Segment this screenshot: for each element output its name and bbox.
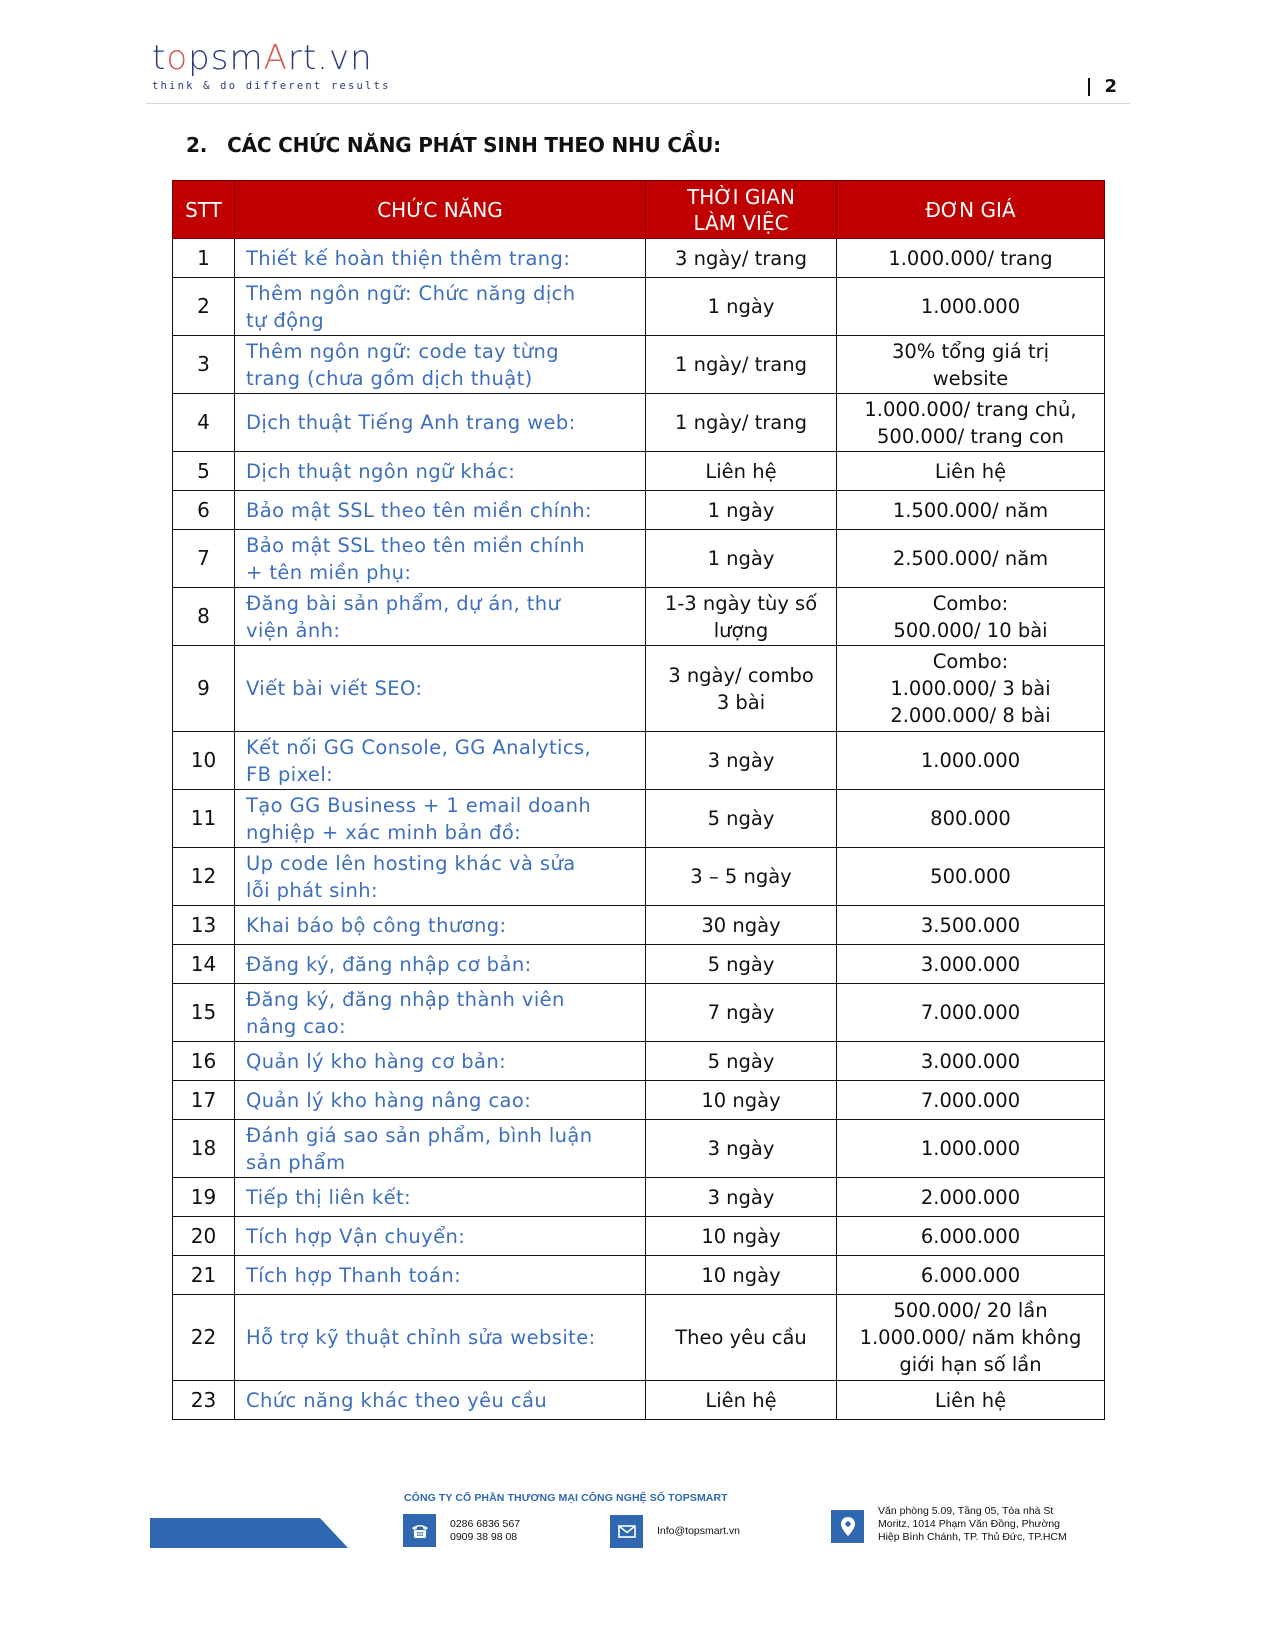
function-cell: Đăng ký, đăng nhập cơ bản: bbox=[235, 945, 646, 984]
logo-tagline: think & do different results bbox=[152, 80, 391, 92]
row-number: 3 bbox=[173, 336, 235, 394]
function-cell-line: lỗi phát sinh: bbox=[246, 878, 378, 902]
function-cell-line: Bảo mật SSL theo tên miền chính bbox=[246, 533, 585, 557]
table-row bbox=[173, 1217, 1105, 1256]
time-cell: 7 ngày bbox=[646, 984, 837, 1042]
price-cell-line: 500.000/ 10 bài bbox=[893, 618, 1048, 642]
function-cell-line: Đăng ký, đăng nhập thành viên bbox=[246, 987, 565, 1011]
price-cell: 2.000.000 bbox=[837, 1178, 1105, 1217]
table-row bbox=[173, 945, 1105, 984]
time-cell: 1 ngày bbox=[646, 278, 837, 336]
column-header-time-line: THỜI GIAN bbox=[687, 184, 795, 209]
row-number: 14 bbox=[173, 945, 235, 984]
time-cell: 30 ngày bbox=[646, 906, 837, 945]
function-cell bbox=[235, 588, 646, 646]
time-cell: Theo yêu cầu bbox=[646, 1295, 837, 1381]
time-cell bbox=[646, 588, 837, 646]
price-cell: Liên hệ bbox=[837, 1381, 1105, 1420]
function-cell-line: nâng cao: bbox=[246, 1014, 347, 1038]
price-cell-line: 500.000/ trang con bbox=[877, 424, 1064, 448]
function-cell: Chức năng khác theo yêu cầu bbox=[235, 1381, 646, 1420]
footer-phone-numbers bbox=[450, 1518, 520, 1544]
footer-address bbox=[831, 1505, 1067, 1544]
address-line: Hiệp Bình Chánh, TP. Thủ Đức, TP.HCM bbox=[878, 1531, 1067, 1543]
map-pin-icon bbox=[831, 1510, 864, 1543]
price-cell-line: Combo: bbox=[932, 650, 1009, 673]
time-cell: 1 ngày/ trang bbox=[646, 394, 837, 452]
company-logo bbox=[152, 38, 391, 92]
price-cell-line: giới hạn số lần bbox=[899, 1353, 1042, 1376]
row-number: 10 bbox=[173, 732, 235, 790]
price-cell: 3.000.000 bbox=[837, 945, 1105, 984]
column-header-function: CHỨC NĂNG bbox=[235, 181, 646, 239]
price-cell: Liên hệ bbox=[837, 452, 1105, 491]
row-number: 9 bbox=[173, 646, 235, 732]
row-number: 12 bbox=[173, 848, 235, 906]
column-header-time-line: LÀM VIỆC bbox=[693, 210, 789, 235]
time-cell: 3 ngày bbox=[646, 1178, 837, 1217]
function-cell bbox=[235, 336, 646, 394]
table-row bbox=[173, 530, 1105, 588]
price-cell: 3.000.000 bbox=[837, 1042, 1105, 1081]
row-number: 8 bbox=[173, 588, 235, 646]
table-row bbox=[173, 790, 1105, 848]
section-heading bbox=[186, 133, 721, 157]
table-row bbox=[173, 1178, 1105, 1217]
function-cell-line: Tạo GG Business + 1 email doanh bbox=[246, 793, 592, 817]
row-number: 20 bbox=[173, 1217, 235, 1256]
address-line: Văn phòng 5.09, Tầng 05, Tòa nhà St bbox=[878, 1505, 1054, 1517]
function-cell-line: Kết nối GG Console, GG Analytics, bbox=[246, 735, 592, 759]
time-cell-line: lượng bbox=[713, 618, 769, 642]
row-number: 17 bbox=[173, 1081, 235, 1120]
price-cell bbox=[837, 336, 1105, 394]
function-cell bbox=[235, 848, 646, 906]
function-cell-line: FB pixel: bbox=[246, 762, 334, 786]
function-cell-line: sản phẩm bbox=[246, 1150, 346, 1174]
row-number: 4 bbox=[173, 394, 235, 452]
address-text bbox=[878, 1505, 1067, 1544]
time-cell: 3 – 5 ngày bbox=[646, 848, 837, 906]
time-cell: 10 ngày bbox=[646, 1081, 837, 1120]
function-cell bbox=[235, 790, 646, 848]
time-cell: 10 ngày bbox=[646, 1217, 837, 1256]
time-cell: 3 ngày/ trang bbox=[646, 239, 837, 278]
time-cell-line: 1-3 ngày tùy số bbox=[664, 591, 818, 615]
price-cell-line: 1.000.000/ năm không bbox=[859, 1326, 1082, 1349]
function-cell-line: Thêm ngôn ngữ: code tay từng bbox=[246, 339, 560, 363]
email-link[interactable]: Info@topsmart.vn bbox=[657, 1525, 741, 1537]
row-number: 18 bbox=[173, 1120, 235, 1178]
function-cell-line: + tên miền phụ: bbox=[246, 560, 412, 584]
time-cell-line: 3 bài bbox=[716, 690, 766, 714]
function-cell-line: nghiệp + xác minh bản đồ: bbox=[246, 820, 522, 844]
function-cell bbox=[235, 278, 646, 336]
function-cell: Viết bài viết SEO: bbox=[235, 646, 646, 732]
price-cell-line: 500.000/ 20 lần bbox=[893, 1299, 1048, 1322]
price-cell bbox=[837, 646, 1105, 732]
logo-part: A bbox=[263, 38, 288, 78]
table-row bbox=[173, 1081, 1105, 1120]
row-number: 21 bbox=[173, 1256, 235, 1295]
table-row bbox=[173, 452, 1105, 491]
table-row bbox=[173, 984, 1105, 1042]
table-row bbox=[173, 646, 1105, 732]
row-number: 23 bbox=[173, 1381, 235, 1420]
price-cell bbox=[837, 394, 1105, 452]
table-row bbox=[173, 848, 1105, 906]
price-cell: 1.000.000 bbox=[837, 732, 1105, 790]
table-row bbox=[173, 394, 1105, 452]
function-cell: Tích hợp Vận chuyển: bbox=[235, 1217, 646, 1256]
time-cell: 1 ngày bbox=[646, 530, 837, 588]
logo-part: t bbox=[152, 38, 167, 78]
price-cell bbox=[837, 1295, 1105, 1381]
table-header-row bbox=[173, 181, 1105, 239]
logo-part: rt.vn bbox=[287, 38, 373, 78]
function-cell: Tích hợp Thanh toán: bbox=[235, 1256, 646, 1295]
footer-company-name: CÔNG TY CỔ PHẦN THƯƠNG MẠI CÔNG NGHỆ SỐ TOPSMART bbox=[404, 1492, 728, 1504]
function-cell: Tiếp thị liên kết: bbox=[235, 1178, 646, 1217]
table-row bbox=[173, 588, 1105, 646]
logo-part: psm bbox=[188, 38, 264, 78]
function-cell: Hỗ trợ kỹ thuật chỉnh sửa website: bbox=[235, 1295, 646, 1381]
time-cell: 1 ngày bbox=[646, 491, 837, 530]
function-cell: Dịch thuật ngôn ngữ khác: bbox=[235, 452, 646, 491]
table-row bbox=[173, 1120, 1105, 1178]
function-cell: Thiết kế hoàn thiện thêm trang: bbox=[235, 239, 646, 278]
price-cell: 500.000 bbox=[837, 848, 1105, 906]
function-cell-line: trang (chưa gồm dịch thuật) bbox=[246, 366, 533, 390]
function-cell-line: viện ảnh: bbox=[246, 618, 341, 642]
function-cell-line: Đánh giá sao sản phẩm, bình luận bbox=[246, 1123, 593, 1147]
price-cell-line: 1.000.000/ trang chủ, bbox=[864, 397, 1077, 421]
page-number bbox=[1088, 76, 1117, 97]
table-row bbox=[173, 491, 1105, 530]
time-cell: 5 ngày bbox=[646, 790, 837, 848]
price-cell: 2.500.000/ năm bbox=[837, 530, 1105, 588]
function-cell bbox=[235, 732, 646, 790]
price-cell bbox=[837, 588, 1105, 646]
time-cell: Liên hệ bbox=[646, 1381, 837, 1420]
price-cell: 3.500.000 bbox=[837, 906, 1105, 945]
row-number: 19 bbox=[173, 1178, 235, 1217]
row-number: 15 bbox=[173, 984, 235, 1042]
table-row bbox=[173, 1381, 1105, 1420]
row-number: 16 bbox=[173, 1042, 235, 1081]
table-row bbox=[173, 1256, 1105, 1295]
row-number: 1 bbox=[173, 239, 235, 278]
footer-phone bbox=[403, 1514, 520, 1547]
column-header-time bbox=[646, 181, 837, 239]
address-line: Moritz, 1014 Phạm Văn Đồng, Phường bbox=[878, 1518, 1061, 1530]
function-cell bbox=[235, 1120, 646, 1178]
time-cell: 5 ngày bbox=[646, 1042, 837, 1081]
table-row bbox=[173, 1042, 1105, 1081]
price-cell: 6.000.000 bbox=[837, 1217, 1105, 1256]
row-number: 13 bbox=[173, 906, 235, 945]
page-number-value: 2 bbox=[1104, 76, 1117, 97]
time-cell: 3 ngày bbox=[646, 732, 837, 790]
row-number: 2 bbox=[173, 278, 235, 336]
row-number: 7 bbox=[173, 530, 235, 588]
function-cell bbox=[235, 530, 646, 588]
price-cell-line: 30% tổng giá trị bbox=[891, 339, 1050, 363]
function-cell: Khai báo bộ công thương: bbox=[235, 906, 646, 945]
row-number: 5 bbox=[173, 452, 235, 491]
function-cell bbox=[235, 984, 646, 1042]
price-cell: 7.000.000 bbox=[837, 984, 1105, 1042]
table-row bbox=[173, 278, 1105, 336]
price-cell: 1.000.000/ trang bbox=[837, 239, 1105, 278]
table-row bbox=[173, 1295, 1105, 1381]
function-cell-line: Up code lên hosting khác và sửa bbox=[246, 851, 576, 875]
features-pricing-table bbox=[172, 180, 1105, 1420]
telephone-icon bbox=[403, 1514, 436, 1547]
envelope-icon bbox=[610, 1515, 643, 1548]
function-cell-line: tự động bbox=[246, 308, 325, 332]
column-header-stt: STT bbox=[173, 181, 235, 239]
function-cell-line: Đăng bài sản phẩm, dự án, thư bbox=[246, 591, 561, 615]
table-row bbox=[173, 906, 1105, 945]
price-cell: 6.000.000 bbox=[837, 1256, 1105, 1295]
price-cell: 1.000.000 bbox=[837, 278, 1105, 336]
table-row bbox=[173, 732, 1105, 790]
function-cell: Bảo mật SSL theo tên miền chính: bbox=[235, 491, 646, 530]
time-cell bbox=[646, 646, 837, 732]
function-cell: Dịch thuật Tiếng Anh trang web: bbox=[235, 394, 646, 452]
function-cell: Quản lý kho hàng cơ bản: bbox=[235, 1042, 646, 1081]
price-cell-line: website bbox=[932, 366, 1009, 390]
price-cell-line: Combo: bbox=[932, 591, 1009, 615]
function-cell-line: Thêm ngôn ngữ: Chức năng dịch bbox=[246, 281, 576, 305]
function-cell: Quản lý kho hàng nâng cao: bbox=[235, 1081, 646, 1120]
time-cell: Liên hệ bbox=[646, 452, 837, 491]
price-cell: 1.000.000 bbox=[837, 1120, 1105, 1178]
column-header-price: ĐƠN GIÁ bbox=[837, 181, 1105, 239]
row-number: 22 bbox=[173, 1295, 235, 1381]
section-title: CÁC CHỨC NĂNG PHÁT SINH THEO NHU CẦU: bbox=[227, 133, 721, 157]
price-cell-line: 2.000.000/ 8 bài bbox=[890, 704, 1051, 727]
time-cell: 10 ngày bbox=[646, 1256, 837, 1295]
time-cell: 3 ngày bbox=[646, 1120, 837, 1178]
table-body bbox=[173, 239, 1105, 1420]
price-cell-line: 1.000.000/ 3 bài bbox=[890, 677, 1051, 700]
price-cell: 800.000 bbox=[837, 790, 1105, 848]
price-cell: 7.000.000 bbox=[837, 1081, 1105, 1120]
table-row bbox=[173, 239, 1105, 278]
row-number: 6 bbox=[173, 491, 235, 530]
price-cell: 1.500.000/ năm bbox=[837, 491, 1105, 530]
page-number-divider bbox=[1088, 78, 1090, 96]
logo-part: o bbox=[166, 38, 189, 78]
phone-number[interactable]: 0909 38 98 08 bbox=[450, 1530, 518, 1543]
time-cell-line: 3 ngày/ combo bbox=[668, 663, 814, 687]
logo-wordmark bbox=[152, 38, 391, 78]
phone-number[interactable]: 0286 6836 567 bbox=[450, 1517, 521, 1530]
row-number: 11 bbox=[173, 790, 235, 848]
header-divider bbox=[146, 103, 1130, 104]
footer-accent-bar bbox=[150, 1518, 348, 1548]
section-number: 2. bbox=[186, 133, 208, 157]
footer-email bbox=[610, 1515, 740, 1548]
time-cell: 5 ngày bbox=[646, 945, 837, 984]
table-row bbox=[173, 336, 1105, 394]
time-cell: 1 ngày/ trang bbox=[646, 336, 837, 394]
